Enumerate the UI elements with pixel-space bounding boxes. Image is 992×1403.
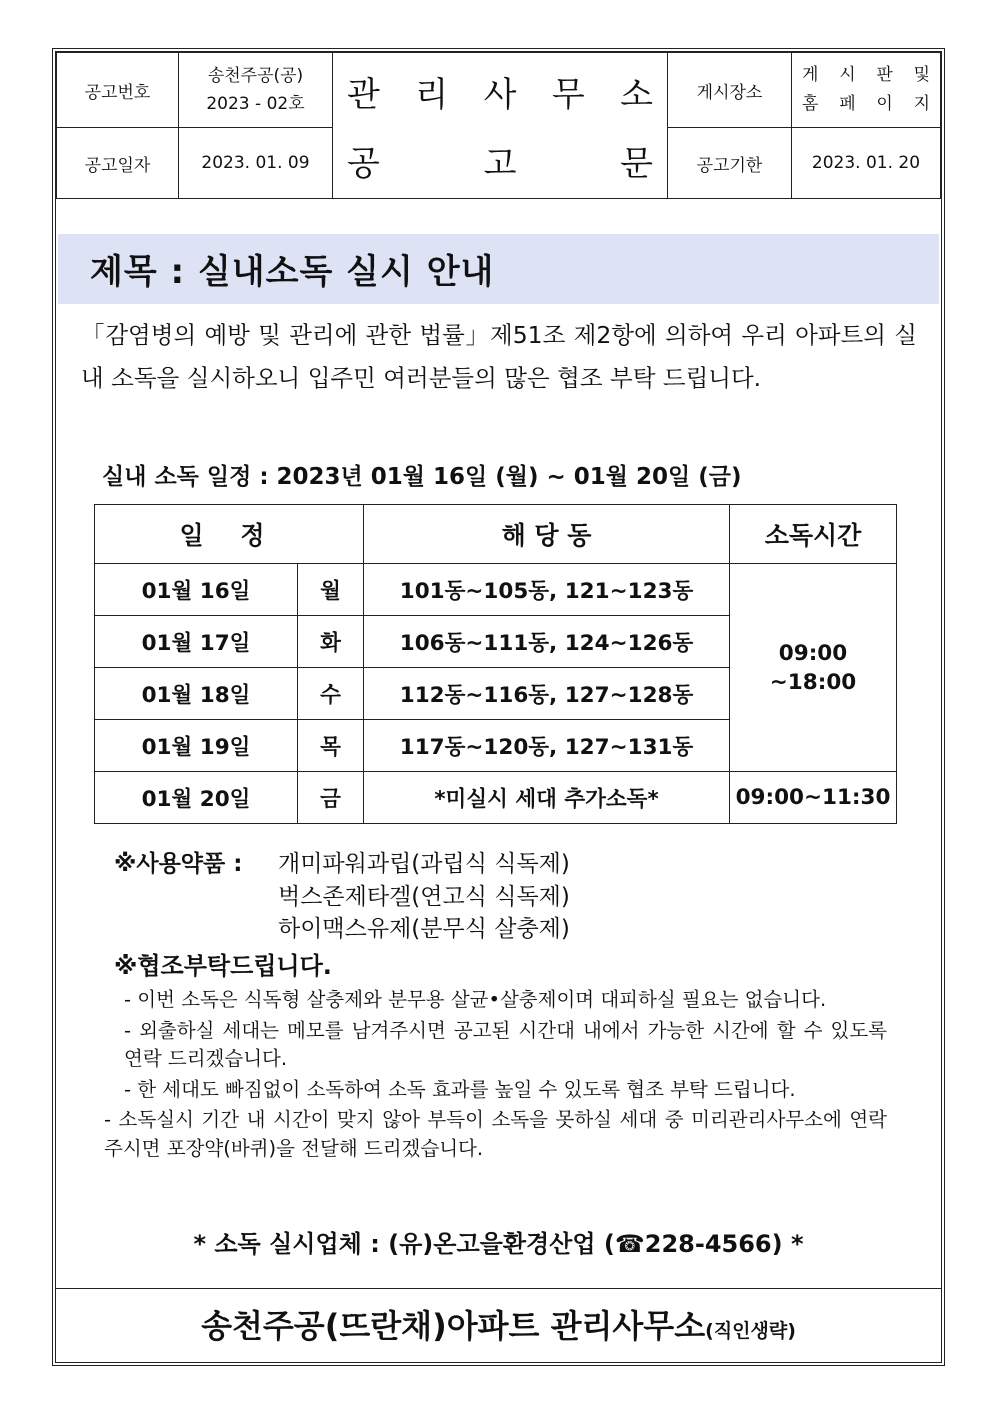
table-row	[95, 564, 897, 616]
row-date: 01월 17일	[95, 616, 298, 668]
notice-date-value: 2023. 01. 09	[179, 128, 333, 199]
notice-no-line2: 2023 - 02호	[206, 94, 305, 114]
usage-label-text: ※사용약품 :	[114, 851, 243, 877]
header-time: 소독시간	[730, 505, 897, 564]
note-item: - 한 세대도 빠짐없이 소독하여 소독 효과를 높일 수 있도록 협조 부탁 드립니다.	[124, 1077, 796, 1101]
row-date: 01월 16일	[95, 564, 298, 616]
deadline-label: 공고기한	[668, 128, 792, 199]
subject-band	[58, 234, 939, 304]
post-place-char: 및	[913, 65, 930, 85]
row-date: 01월 20일	[95, 772, 298, 824]
row-day: 화	[298, 616, 364, 668]
note-item: - 외출하실 세대는 메모를 남겨주시면 공고된 시간대 내에서 가능한 시간에 할 수 있도록 연락 드리겠습니다.	[124, 1018, 887, 1070]
drug-list	[278, 848, 570, 946]
office-name: 송천주공(뜨란채)아파트 관리사무소	[201, 1307, 706, 1345]
row-time-main	[730, 564, 897, 772]
row-date: 01월 18일	[95, 668, 298, 720]
post-place-label: 게시장소	[668, 53, 792, 128]
title-line2	[333, 136, 667, 185]
title-char: 관	[347, 74, 380, 115]
notes-list	[104, 986, 887, 1165]
notice-no-value	[179, 53, 333, 128]
drug-item: 벅스존제타겔(연고식 식독제)	[278, 883, 570, 910]
row-buildings: 106동~111동, 124~126동	[364, 616, 730, 668]
row-buildings: 112동~116동, 127~128동	[364, 668, 730, 720]
title-char: 소	[620, 74, 653, 115]
post-place-char: 지	[913, 94, 930, 114]
row-time: 09:00~11:30	[730, 772, 897, 824]
title-box	[333, 53, 668, 199]
notice-no-line1: 송천주공(공)	[207, 66, 304, 86]
title-line1	[333, 67, 667, 116]
notice-inner	[55, 51, 942, 1363]
post-place-char: 이	[876, 94, 893, 114]
row-buildings: 117동~120동, 127~131동	[364, 720, 730, 772]
post-place-char: 시	[839, 65, 856, 85]
row-buildings: 101동~105동, 121~123동	[364, 564, 730, 616]
usage-label	[114, 848, 242, 880]
note-item: - 이번 소독은 식독형 살충제와 분무용 살균•살충제이며 대피하실 필요는 없습니다.	[124, 988, 827, 1011]
row-day: 목	[298, 720, 364, 772]
vendor-line: * 소독 실시업체 : (유)온고을환경산업 (☎228-4566) *	[193, 1230, 804, 1258]
drug-item: 하이맥스유제(분무식 살충제)	[278, 916, 570, 942]
post-place-char: 게	[802, 65, 819, 85]
title-char: 공	[347, 143, 380, 184]
note-item: - 소독실시 기간 내 시간이 맞지 않아 부득이 소독을 못하실 세대 중 미리관리사무소에 연락주시면 포장약(바퀴)을 전달해 드리겠습니다.	[104, 1108, 887, 1160]
coop-label: ※협조부탁드립니다.	[114, 952, 332, 980]
drug-item: 개미파워과립(과립식 식독제)	[278, 851, 570, 877]
table-row	[95, 772, 897, 824]
title-char: 고	[483, 143, 517, 184]
row-day: 금	[298, 772, 364, 824]
notice-date-label: 공고일자	[57, 128, 179, 199]
schedule-table	[94, 504, 897, 824]
title-char: 문	[620, 143, 653, 184]
header-table	[56, 52, 941, 199]
table-header-row	[95, 505, 897, 564]
notice-no-label: 공고번호	[57, 53, 179, 128]
schedule-heading: 실내 소독 일정 : 2023년 01월 16일 (월) ~ 01월 20일 (금)	[102, 464, 742, 490]
notice-frame	[52, 48, 945, 1366]
row-date: 01월 19일	[95, 720, 298, 772]
deadline-value: 2023. 01. 20	[792, 128, 941, 199]
row-day: 수	[298, 668, 364, 720]
title-char: 리	[415, 74, 449, 115]
title-char: 무	[551, 74, 585, 115]
post-place-char: 페	[839, 94, 856, 114]
time-end: ~18:00	[769, 669, 857, 695]
post-place-char: 판	[876, 65, 893, 85]
post-place-line2	[792, 90, 940, 119]
seal-note: (직인생략)	[705, 1320, 796, 1342]
header-schedule: 일 정	[95, 505, 364, 564]
intro-paragraph: 「감염병의 예방 및 관리에 관한 법률」제51조 제2항에 의하여 우리 아파트의 실내 소독을 실시하오니 입주민 여러분들의 많은 협조 부탁 드립니다.	[81, 321, 917, 392]
post-place-char: 홈	[802, 94, 819, 114]
row-buildings: *미실시 세대 추가소독*	[364, 772, 730, 824]
time-start: 09:00	[778, 640, 848, 666]
header-buildings: 해 당 동	[364, 505, 730, 564]
post-place-line1	[792, 61, 940, 90]
subject-title: 제목 : 실내소독 실시 안내	[90, 252, 495, 292]
row-day: 월	[298, 564, 364, 616]
title-char: 사	[483, 74, 517, 115]
footer	[56, 1288, 941, 1363]
post-place-value	[792, 53, 941, 128]
